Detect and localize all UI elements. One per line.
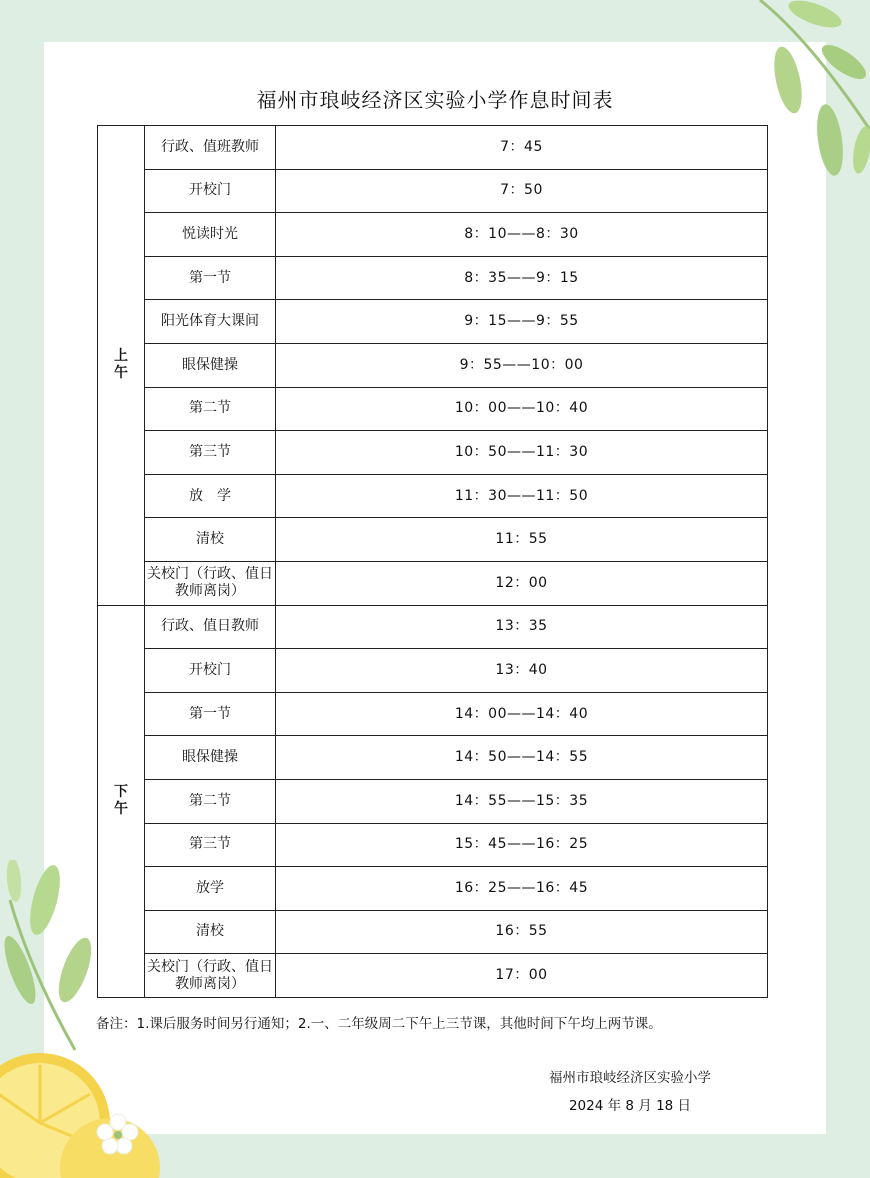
time-cell: 10：50——11：30: [276, 431, 768, 475]
schedule-table: [97, 125, 768, 998]
time-cell: 7：45: [276, 126, 768, 170]
time-cell: 13：35: [276, 605, 768, 649]
time-cell: 12：00: [276, 561, 768, 605]
schedule-row: [98, 867, 768, 911]
schedule-row: [98, 692, 768, 736]
activity-cell: 第三节: [145, 823, 276, 867]
schedule-row: [98, 300, 768, 344]
schedule-row: [98, 256, 768, 300]
activity-cell: 关校门（行政、值日教师离岗）: [145, 561, 276, 605]
activity-cell: 眼保健操: [145, 343, 276, 387]
schedule-row: [98, 169, 768, 213]
activity-cell: 清校: [145, 518, 276, 562]
time-cell: 11：30——11：50: [276, 474, 768, 518]
schedule-row: [98, 823, 768, 867]
morning-period-char: 上: [114, 348, 128, 365]
remarks-note: 备注：1.课后服务时间另行通知；2.一、二年级周二下午上三节课，其他时间下午均上两节课。: [96, 1016, 662, 1032]
activity-cell: 清校: [145, 910, 276, 954]
time-cell: 16：55: [276, 910, 768, 954]
activity-cell: 关校门（行政、值日教师离岗）: [145, 954, 276, 998]
page-title: 福州市琅岐经济区实验小学作息时间表: [256, 88, 614, 112]
activity-cell: 阳光体育大课间: [145, 300, 276, 344]
activity-cell: 开校门: [145, 169, 276, 213]
time-cell: 14：55——15：35: [276, 779, 768, 823]
white-flower-icon: [96, 1112, 140, 1156]
afternoon-period-char: 午: [114, 801, 128, 818]
schedule-row: [98, 431, 768, 475]
schedule-row: [98, 387, 768, 431]
morning-period-label: [98, 126, 145, 606]
time-cell: 9：15——9：55: [276, 300, 768, 344]
activity-cell: 悦读时光: [145, 213, 276, 257]
activity-cell: 行政、值日教师: [145, 605, 276, 649]
activity-cell: 行政、值班教师: [145, 126, 276, 170]
time-cell: 10：00——10：40: [276, 387, 768, 431]
activity-cell: 放学: [145, 867, 276, 911]
time-cell: 9：55——10：00: [276, 343, 768, 387]
schedule-row: [98, 561, 768, 605]
schedule-row: [98, 518, 768, 562]
signature-date: 2024 年 8 月 18 日: [568, 1098, 692, 1114]
morning-period-char: 午: [114, 365, 128, 382]
schedule-row: [98, 343, 768, 387]
activity-cell: 第一节: [145, 692, 276, 736]
time-cell: 8：35——9：15: [276, 256, 768, 300]
time-cell: 13：40: [276, 649, 768, 693]
schedule-row: [98, 474, 768, 518]
activity-cell: 第三节: [145, 431, 276, 475]
time-cell: 17：00: [276, 954, 768, 998]
schedule-row: [98, 779, 768, 823]
signature-school: 福州市琅岐经济区实验小学: [549, 1070, 711, 1086]
afternoon-period-label: [98, 605, 145, 997]
time-cell: 11：55: [276, 518, 768, 562]
schedule-row: [98, 910, 768, 954]
time-cell: 14：50——14：55: [276, 736, 768, 780]
activity-cell: 放 学: [145, 474, 276, 518]
activity-cell: 开校门: [145, 649, 276, 693]
schedule-row: [98, 736, 768, 780]
schedule-row: [98, 954, 768, 998]
time-cell: 8：10——8：30: [276, 213, 768, 257]
afternoon-period-char: 下: [114, 784, 128, 801]
schedule-row: [98, 213, 768, 257]
time-cell: 16：25——16：45: [276, 867, 768, 911]
time-cell: 7：50: [276, 169, 768, 213]
activity-cell: 第二节: [145, 779, 276, 823]
activity-cell: 第一节: [145, 256, 276, 300]
schedule-row: [98, 649, 768, 693]
time-cell: 15：45——16：25: [276, 823, 768, 867]
activity-cell: 眼保健操: [145, 736, 276, 780]
time-cell: 14：00——14：40: [276, 692, 768, 736]
activity-cell: 第二节: [145, 387, 276, 431]
schedule-row: [98, 126, 768, 170]
schedule-row: [98, 605, 768, 649]
